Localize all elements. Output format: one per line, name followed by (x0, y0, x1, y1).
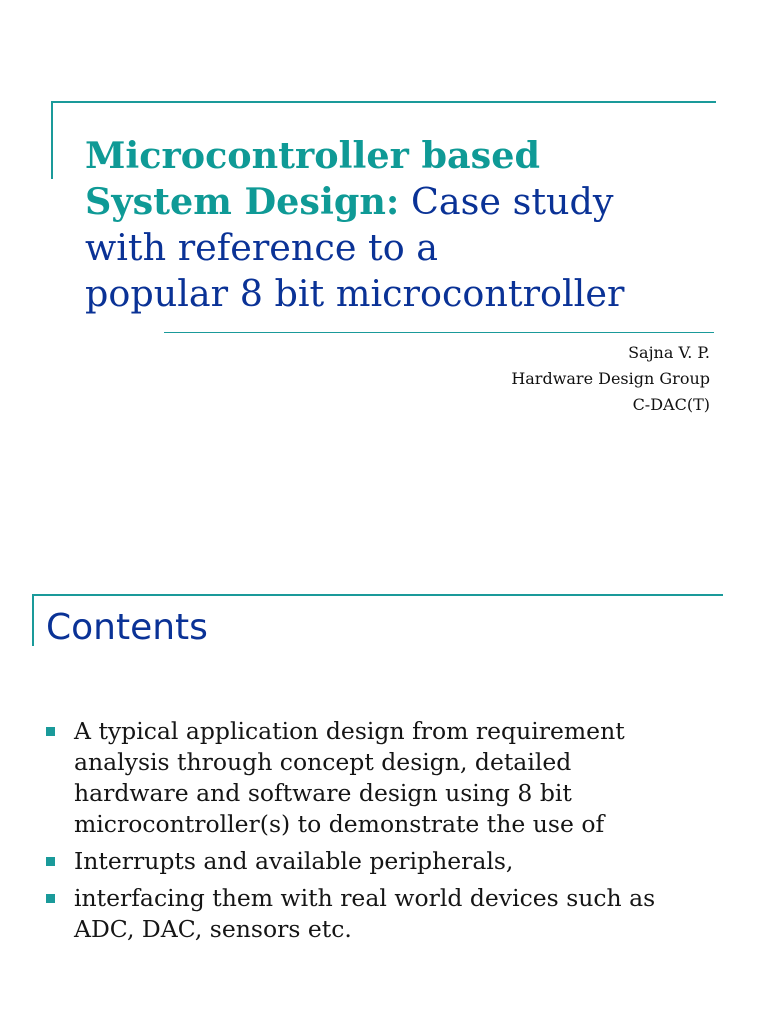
bullet-3-line-1: interfacing them with real world devices such as (74, 884, 656, 912)
slide-title (85, 133, 725, 317)
bullet-1-line-3: hardware and software design using 8 bit (74, 779, 572, 807)
title-line-3: with reference to a (85, 226, 439, 269)
bullet-item-1 (44, 716, 734, 840)
bullet-3-line-2: ADC, DAC, sensors etc. (74, 915, 352, 943)
title-line-4: popular 8 bit microcontroller (85, 272, 625, 315)
square-bullet-icon (46, 894, 55, 903)
square-bullet-icon (46, 727, 55, 736)
contents-horizontal-rule (32, 594, 723, 596)
bullet-1-line-4: microcontroller(s) to demonstrate the use of (74, 810, 605, 838)
title-line-2-rest: Case study (399, 180, 614, 223)
contents-title: Contents (46, 607, 208, 648)
author-name: Sajna V. P. (628, 343, 710, 362)
top-vertical-rule (51, 101, 53, 179)
title-divider-rule (164, 332, 714, 333)
author-group: Hardware Design Group (511, 369, 710, 388)
title-line-2 (85, 179, 725, 225)
author-block (511, 340, 710, 418)
author-organization: C-DAC(T) (632, 395, 710, 414)
contents-bullet-list (44, 716, 734, 951)
contents-slide (0, 560, 768, 1024)
top-horizontal-rule (51, 101, 716, 103)
bullet-1-line-1: A typical application design from requirement (74, 717, 625, 745)
bullet-item-3 (44, 883, 734, 945)
title-line-1: Microcontroller based (85, 134, 540, 177)
bullet-1-line-2: analysis through concept design, detailed (74, 748, 572, 776)
bullet-2-line-1: Interrupts and available peripherals, (74, 847, 514, 875)
contents-vertical-rule (32, 594, 34, 646)
square-bullet-icon (46, 857, 55, 866)
title-line-2-bold: System Design: (85, 180, 400, 223)
bullet-item-2 (44, 846, 734, 877)
